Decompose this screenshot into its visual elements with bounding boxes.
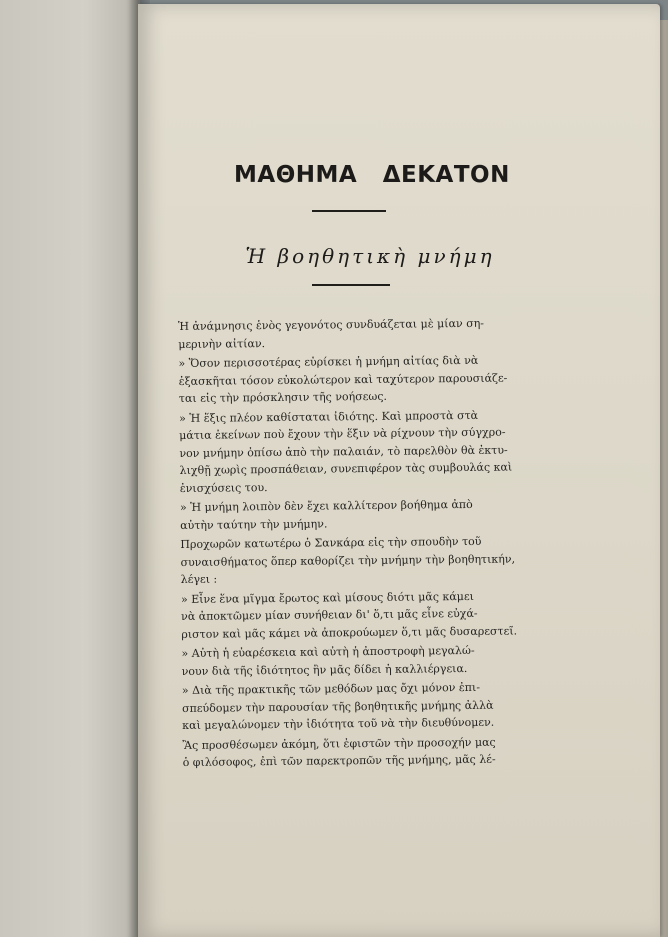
subtitle-rule (312, 284, 390, 286)
paragraph (182, 678, 575, 735)
text-line: » Εἶνε ἕνα μῖγμα ἔρωτος καὶ μίσους διότι μᾶς κάμει (180, 589, 474, 606)
paragraph (180, 532, 573, 589)
text-line: » Αὐτὴ ἡ εὐαρέσκεια καὶ αὐτὴ ἡ ἀποστροφὴ μεγαλώ- (181, 643, 475, 660)
text-line: λέγει : (180, 572, 218, 586)
text-line: μερινὴν αἰτίαν. (178, 336, 266, 351)
title-rule (312, 210, 386, 212)
paragraph (178, 314, 570, 353)
text-line: Ἂς προσθέσωμεν ἀκόμη, ὅτι ἐφιστῶν τὴν προσοχήν μας (182, 735, 496, 752)
paragraph (181, 641, 573, 680)
text-line: » Ὅσον περισσοτέρας εὑρίσκει ἡ μνήμη αἰτίας διὰ νὰ (178, 353, 479, 370)
chapter-subtitle: Ἡ βοηθητικὴ μνήμη (245, 244, 495, 268)
paragraph (182, 732, 574, 771)
text-line: νουν διὰ τῆς ἰδιότητος ἣν μᾶς δίδει ἡ καλλιέργεια. (181, 661, 468, 678)
text-line: Προχωρῶν κατωτέρω ὁ Σανκάρα εἰς τὴν σπουδὴν τοῦ (180, 534, 482, 551)
paragraph (179, 405, 572, 497)
text-line: καὶ μεγαλώνομεν τὴν ἰδιότητα τοῦ νὰ τὴν διευθύνομεν. (182, 715, 495, 732)
text-line: μάτια ἐκείνων ποὺ ἔχουν τὴν ἕξιν νὰ ρίχνουν τὴν σύγχρο- (179, 425, 506, 442)
body-text (178, 314, 575, 774)
paragraph (178, 351, 571, 408)
text-line: αὐτὴν ταύτην τὴν μνήμην. (180, 516, 328, 532)
facing-page (0, 0, 140, 937)
text-line: ὁ φιλόσοφος, ἐπὶ τῶν παρεκτροπῶν τῆς μνήμης, μᾶς λέ- (182, 752, 496, 769)
paragraph (180, 495, 572, 534)
chapter-title: ΜΑΘΗΜΑ ΔΕΚΑΤΟΝ (234, 162, 510, 188)
text-line: ται εἰς τὴν πρόσκλησιν τῆς νοήσεως. (178, 389, 388, 405)
text-line: » Διὰ τῆς πρακτικῆς τῶν μεθόδων μας ὄχι μόνον ἐπι- (181, 680, 481, 697)
text-line: » Ἡ μνήμη λοιπὸν δὲν ἔχει καλλίτερον βοήθημα ἀπὸ (179, 497, 473, 514)
text-line: νον μνήμην ὀπίσω ἀπὸ τὴν παλαιάν, τὸ παρελθὸν θὰ ἐκτυ- (179, 443, 508, 460)
text-line: ἐνισχύσεις του. (179, 480, 268, 495)
text-line: σπεύδομεν τὴν παρουσίαν τῆς βοηθητικῆς μνήμης ἀλλὰ (182, 698, 494, 715)
text-line: ἐξασκῆται τόσον εὐκολώτερον καὶ ταχύτερον παρουσιάζε- (178, 371, 508, 388)
text-line: » Ἡ ἕξις πλέον καθίσταται ἰδιότης. Καὶ μπροστὰ στὰ (178, 408, 479, 425)
paragraph (181, 586, 574, 643)
text-line: ριστον καὶ μᾶς κάμει νὰ ἀποκρούωμεν ὅ,τι μᾶς δυσαρεστεῖ. (181, 623, 518, 641)
text-line: Ἡ ἀνάμνησις ἑνὸς γεγονότος συνδυάζεται μὲ μίαν ση- (178, 316, 485, 333)
text-line: νὰ ἀποκτῶμεν μίαν συνήθειαν δι' ὅ,τι μᾶς εἶνε εὐχά- (181, 606, 478, 623)
text-line: συναισθήματος ὅπερ καθορίζει τὴν μνήμην τὴν βοηθητικήν, (180, 551, 516, 569)
text-line: λιχθῇ χωρὶς προσπάθειαν, συνεπιφέρον τὰς συμβουλάς καὶ (179, 460, 513, 477)
book-page (138, 4, 660, 937)
